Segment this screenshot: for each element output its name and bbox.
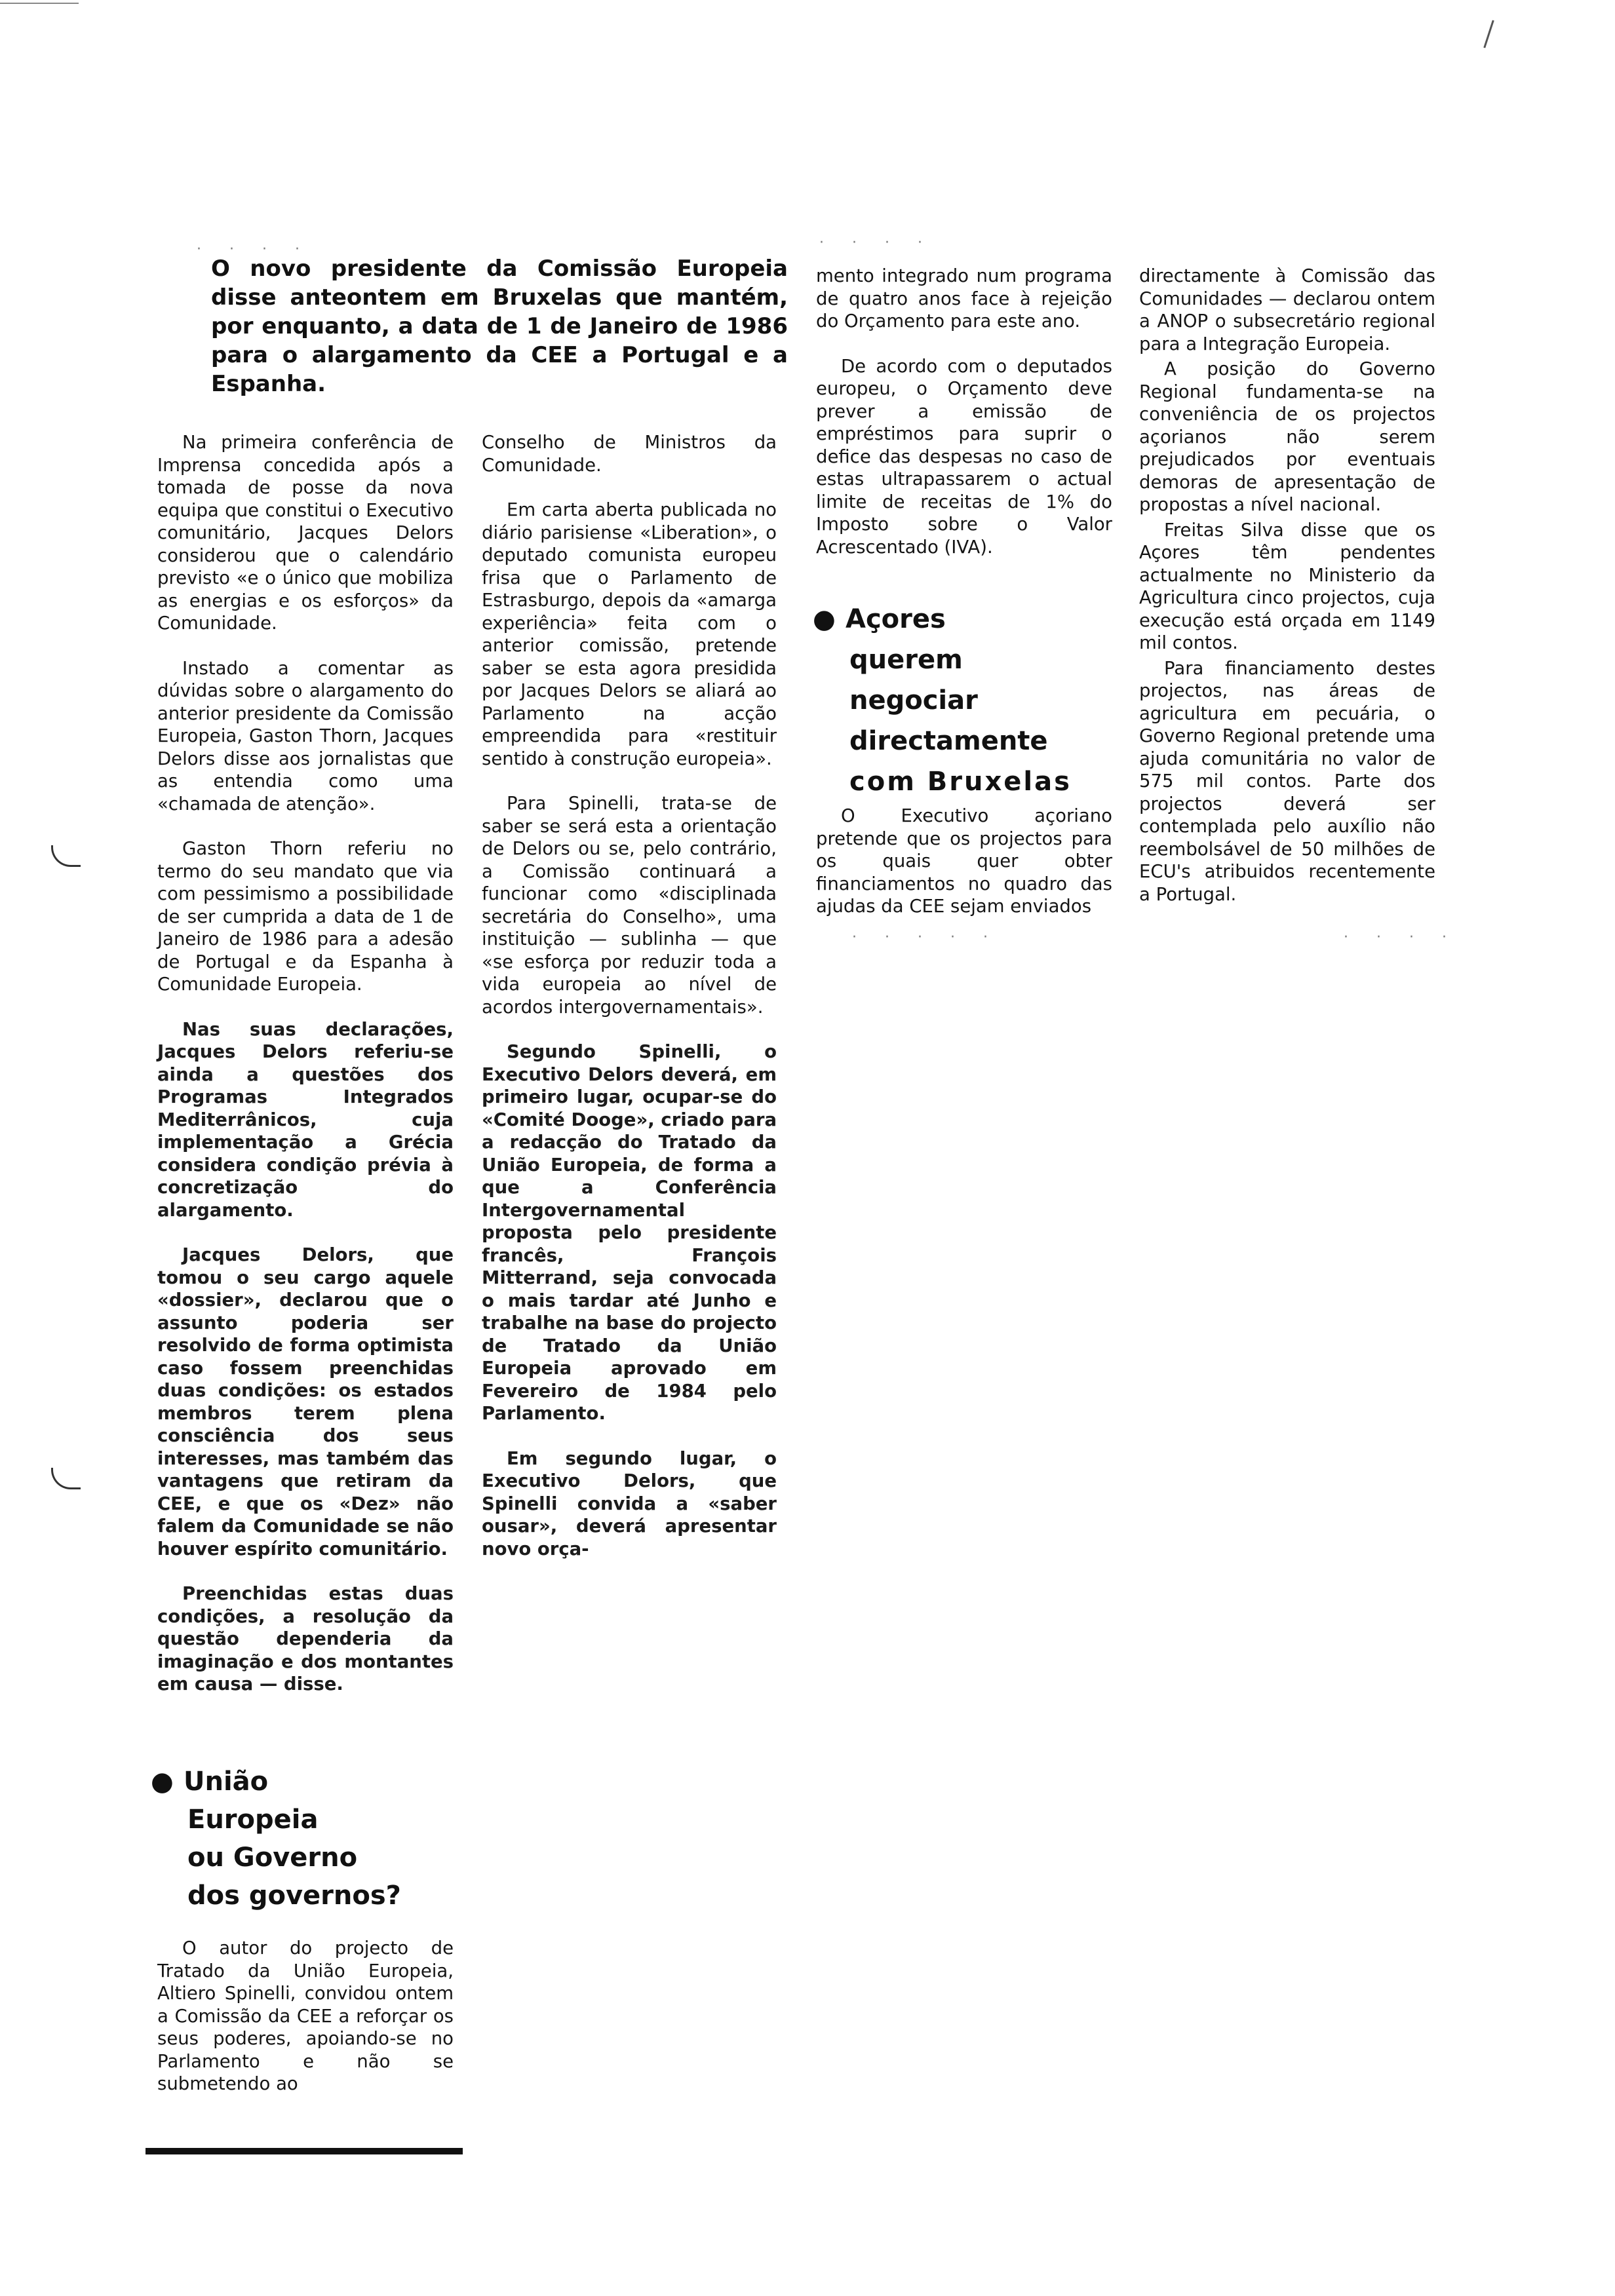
col2-paragraph: Em carta aberta publicada no diário parisiense «Liberation», o deputado comunista europeu frisa que o Parlamento de Estrasburgo, depois da «amarga experiência» feita com o anterior comissão, pretende saber se esta agora presidida por Jacques Delors se aliará ao Parlamento na acção empreendida para «restituir sentido à construção europeia». — [482, 499, 777, 769]
column-3-continued — [816, 805, 1112, 940]
col4-paragraph: Freitas Silva disse que os Açores têm pendentes actualmente no Ministerio da Agricultura cinco projectos, cuja execução está orçada em 1149 mil contos. — [1139, 519, 1435, 653]
bullet-icon: ● — [151, 1767, 174, 1797]
column-1 — [157, 431, 454, 1718]
heading-line — [813, 599, 1121, 640]
col1-paragraph: Gaston Thorn referiu no termo do seu mandato que via com pessimismo a possibilidade de ser cumprida a data de 1 de Janeiro de 1986 para a adesão de Portugal e da Espanha à Comunidade Europeia. — [157, 838, 454, 995]
heading-line: ou Governo — [187, 1843, 358, 1873]
col1-paragraph: Instado a comentar as dúvidas sobre o alargamento do anterior presidente da Comissão Europeia, Gaston Thorn, Jacques Delors disse aos jornalistas que as entendia como uma «chamada de atenção». — [157, 657, 454, 814]
col2-paragraph: Para Spinelli, trata-se de saber se será esta a orientação de Delors ou se, pelo contrário, a Comissão continuará a funcionar como «disciplinada secretária do Conselho», uma instituição — sublinha — que «se esforça por reduzir toda a vida europeia ao nível de acordos intergovernamentais». — [482, 793, 777, 1018]
col1-paragraph: Jacques Delors, que tomou o seu cargo aquele «dossier», declarou que o assunto poderia ser resolvido de forma optimista caso fossem preenchidas duas condições: os estados membros terem plena consciência dos seus interesses, mas também das vantagens que retiram da CEE, e que os «Dez» não falem da Comunidade se não houver espírito comunitário. — [157, 1244, 454, 1559]
col4-paragraph: A posição do Governo Regional fundamenta-se na conveniência de os projectos açorianos não serem prejudicados por eventuais demoras de apresentação de propostas a nível nacional. — [1139, 358, 1435, 515]
col1-paragraph: Preenchidas estas duas condições, a resolução da questão dependeria da imaginação e dos montantes em causa — disse. — [157, 1583, 454, 1694]
lead-paragraph: O novo presidente da Comissão Europeia disse anteontem em Bruxelas que mantém, por enquanto, a data de 1 de Janeiro de 1986 para o alargamento da CEE a Portugal e a Espanha. — [211, 256, 788, 397]
heading-line: querem — [849, 645, 963, 675]
column-1-continued — [157, 1937, 454, 2118]
col3-paragraph: O Executivo açoriano pretende que os projectos para os quais quer obter financiamentos no quadro das ajudas da CEE sejam enviados — [816, 805, 1112, 917]
heading-line: Europeia — [187, 1805, 319, 1835]
scan-dots-top-right: · · · · — [819, 235, 934, 251]
heading-line: directamente — [849, 726, 1048, 756]
col4-paragraph: directamente à Comissão das Comunidades — declarou ontem a ANOP o subsecretário regional para a Integração Europeia. — [1139, 265, 1435, 354]
scan-dots-top: · · · · — [197, 241, 311, 258]
heading-line: negociar — [849, 685, 978, 716]
column-3 — [816, 265, 1112, 581]
column-2 — [482, 431, 777, 1582]
pen-mark-right — [1483, 20, 1494, 48]
col1-paragraph: Nas suas declarações, Jacques Delors referiu-se ainda a questões dos Programas Integrados Mediterrânicos, cuja implementação a Grécia considera condição prévia à concretização do alargamento. — [157, 1018, 454, 1221]
page-corner-mark — [0, 0, 79, 4]
heading-line: dos governos? — [187, 1881, 401, 1911]
section-heading-uniao — [151, 1763, 459, 1915]
heading-line: com Bruxelas — [849, 767, 1072, 797]
col1-paragraph: Na primeira conferência de Imprensa concedida após a tomada de posse da nova equipa que constitui o Executivo comunitário, Jacques Delors considerou que o calendário previsto «e o único que mobiliza as energias e os esforços» da Comunidade. — [157, 432, 454, 634]
heading-text: União — [184, 1767, 269, 1797]
heading-text: Açores — [846, 604, 946, 634]
col2-paragraph: Segundo Spinelli, o Executivo Delors deverá, em primeiro lugar, ocupar-se do «Comité Dooge», criado para a redacção do Tratado da União Europeia, de forma a que a Conferência Intergovernamental proposta pelo presidente francês, François Mitterrand, seja convocada o mais tardar até Junho e trabalhe na base do projecto de Tratado da União Europeia aprovado em Fevereiro de 1984 pelo Parlamento. — [482, 1041, 777, 1424]
margin-curl-mark — [51, 845, 81, 867]
col3-paragraph: De acordo com o deputados europeu, o Orçamento deve prever a emissão de empréstimos para suprir o defice das despesas no caso de estas ultrapassarem o actual limite de receitas de 1% do Imposto sobre o Valor Acrescentado (IVA). — [816, 355, 1112, 558]
scan-dots-bottom-right: · · · · — [1344, 929, 1458, 946]
section-heading-acores — [813, 599, 1121, 802]
col4-paragraph: Para financiamento destes projectos, nas áreas de agricultura em pecuária, o Governo Regional pretende uma ajuda comunitária no valor de 575 mil contos. Parte dos projectos deverá ser contemplada pelo auxílio não reembolsável de 50 milhões de ECU's atribuidos recentemente a Portugal. — [1139, 657, 1435, 905]
col1-paragraph: O autor do projecto de Tratado da União Europeia, Altiero Spinelli, convidou ontem a Comissão da CEE a reforçar os seus poderes, apoiando-se no Parlamento e não se submetendo ao — [157, 1938, 454, 2094]
bullet-icon: ● — [813, 604, 836, 634]
heading-line — [151, 1763, 459, 1801]
margin-curl-mark — [51, 1468, 81, 1489]
column-4 — [1139, 265, 1435, 928]
scan-dots-bottom: · · · · · — [852, 929, 1000, 946]
closing-rule — [146, 2148, 463, 2154]
col1-smudged-block — [157, 1018, 454, 1696]
col3-paragraph: mento integrado num programa de quatro anos face à rejeição do Orçamento para este ano. — [816, 265, 1112, 332]
col2-smudged-block — [482, 1041, 777, 1560]
col2-paragraph: Conselho de Ministros da Comunidade. — [482, 432, 777, 476]
col2-paragraph: Em segundo lugar, o Executivo Delors, que Spinelli convida a «saber ousar», deverá apresentar novo orça- — [482, 1447, 777, 1559]
